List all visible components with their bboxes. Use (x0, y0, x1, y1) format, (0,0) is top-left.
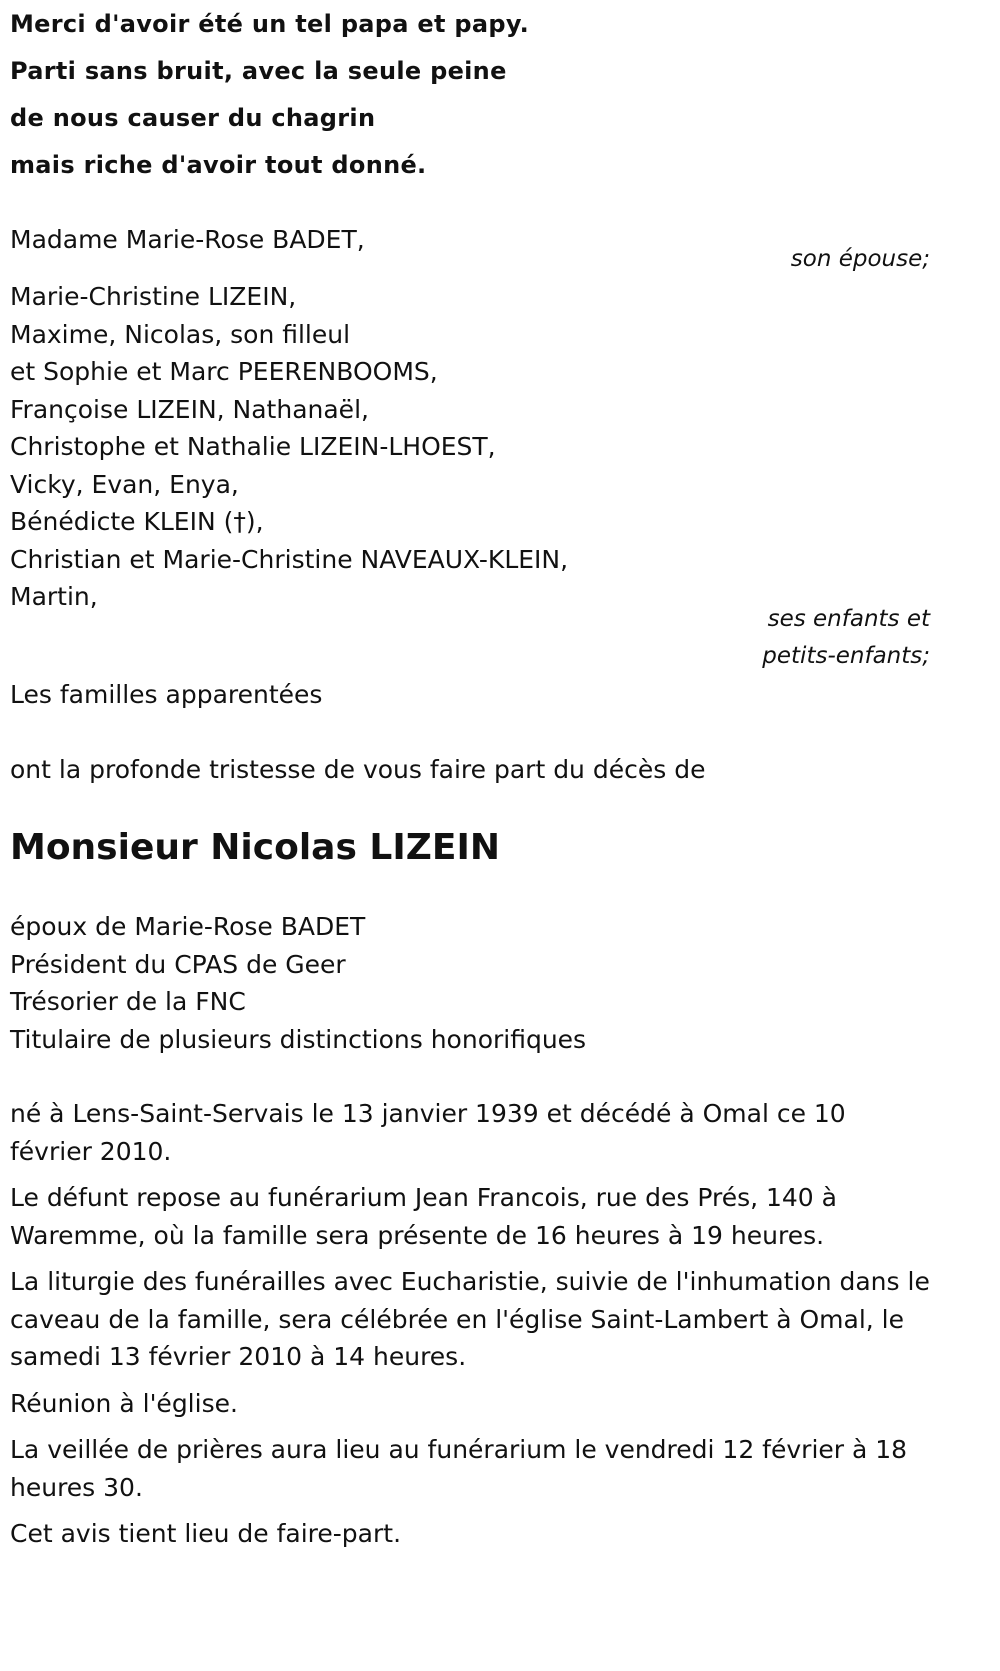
deceased-name-block (10, 828, 930, 868)
families-text: Les familles apparentées (10, 680, 323, 709)
details (10, 1095, 930, 1553)
poem-line: mais riche d'avoir tout donné. (10, 151, 427, 179)
vigil-paragraph: La veillée de prières aura lieu au funérarium le vendredi 12 février à 18 heures 30. (10, 1435, 908, 1502)
repose-paragraph: Le défunt repose au funérarium Jean Francois, rue des Prés, 140 à Waremme, où la famille sera présente de 16 heures à 19 heures. (10, 1183, 837, 1250)
title-item: époux de Marie-Rose BADET (10, 912, 366, 941)
poem-line: Merci d'avoir été un tel papa et papy. (10, 10, 530, 38)
list-item: Maxime, Nicolas, son filleul (10, 319, 351, 349)
deceased-name: Monsieur Nicolas LIZEIN (10, 827, 500, 868)
deceased-titles (10, 908, 930, 1058)
list-item: Christophe et Nathalie LIZEIN-LHOEST, (10, 432, 496, 461)
poem-line: Parti sans bruit, avec la seule peine (10, 57, 507, 85)
liturgy-paragraph: La liturgie des funérailles avec Eucharistie, suivie de l'inhumation dans le caveau de la famille, sera célébrée en l'église Saint-Lambert à Omal, le samedi 13 février 2010 à 14 heures. (10, 1267, 930, 1371)
announcement-text: ont la profonde tristesse de vous faire part du décès de (10, 755, 706, 784)
families-block (10, 676, 930, 714)
announcement-block (10, 751, 930, 789)
list-item: Vicky, Evan, Enya, (10, 469, 239, 499)
children-relation-line: ses enfants et (767, 606, 930, 632)
birth-death-paragraph: né à Lens-Saint-Servais le 13 janvier 1939 et décédé à Omal ce 10 février 2010. (10, 1099, 846, 1166)
spouse-relation: son épouse; (790, 246, 930, 272)
title-item: Président du CPAS de Geer (10, 949, 346, 979)
reunion-paragraph: Réunion à l'église. (10, 1388, 238, 1418)
spouse-name: Madame Marie-Rose BADET, (10, 225, 365, 254)
children-list (10, 278, 930, 616)
list-item: Marie-Christine LIZEIN, (10, 282, 297, 311)
children-relation-line: petits-enfants; (762, 643, 930, 669)
children-relation (762, 601, 930, 675)
notice-paragraph: Cet avis tient lieu de faire-part. (10, 1519, 402, 1548)
list-item: et Sophie et Marc PEERENBOOMS, (10, 357, 438, 386)
list-item: Martin, (10, 582, 98, 611)
list-item: Christian et Marie-Christine NAVEAUX-KLEIN, (10, 544, 569, 574)
poem (10, 0, 990, 177)
title-item: Titulaire de plusieurs distinctions honorifiques (10, 1024, 587, 1054)
title-item: Trésorier de la FNC (10, 987, 246, 1016)
list-item: Françoise LIZEIN, Nathanaël, (10, 394, 369, 424)
list-item: Bénédicte KLEIN (†), (10, 507, 264, 536)
poem-line: de nous causer du chagrin (10, 104, 376, 132)
